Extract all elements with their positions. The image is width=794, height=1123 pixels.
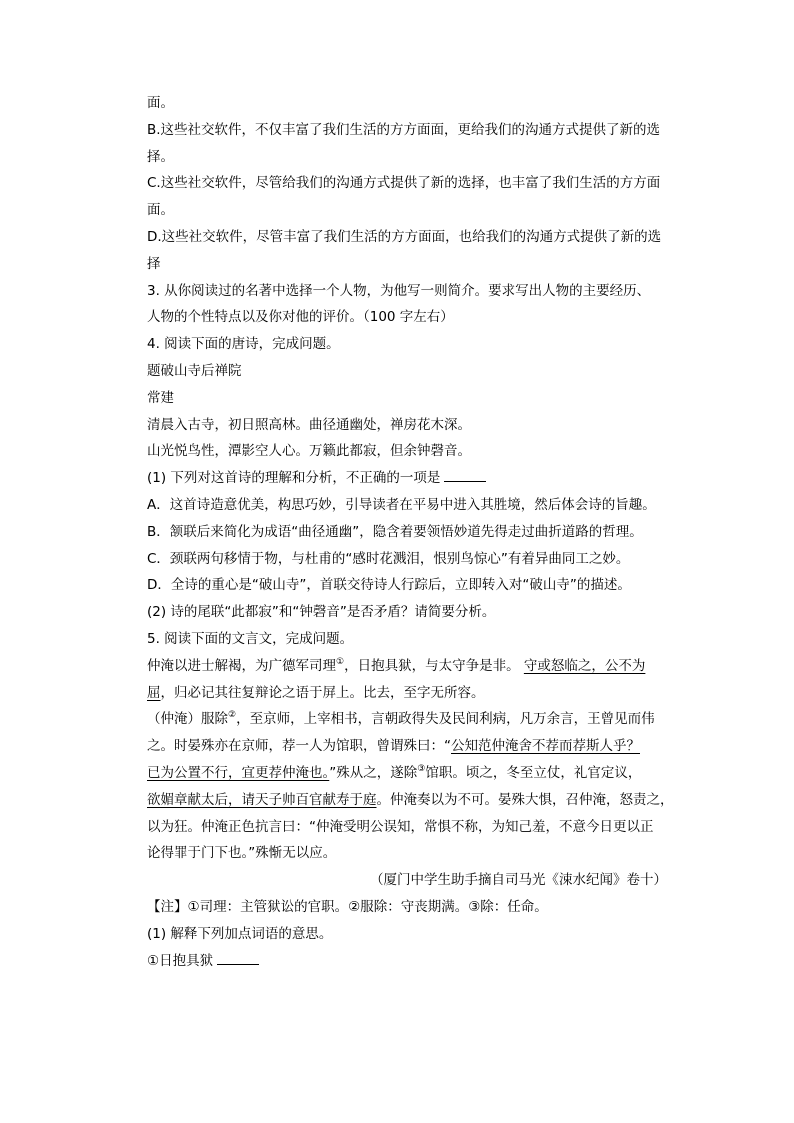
passage-text: ，归必记其往复辩论之语于屏上。比去，至字无所容。 bbox=[160, 684, 485, 701]
passage-text: （仲淹）服除 bbox=[147, 711, 228, 728]
passage-text: ，日抱具狱，与太守争是非。 bbox=[344, 657, 524, 674]
item-text: ①日抱具狱 bbox=[147, 952, 214, 969]
text-line: 面。 bbox=[147, 202, 174, 219]
footnotes-line: 【注】①司理：主管狱讼的官职。②服除：守丧期满。③除：任命。 bbox=[147, 898, 548, 915]
subquestion-text: (1) 下列对这首诗的理解和分析，不正确的一项是 bbox=[147, 470, 441, 487]
option-c-line: C．颈联两句移情于物，与杜甫的“感时花溅泪，恨别鸟惊心”有着异曲同工之妙。 bbox=[147, 550, 630, 567]
subquestion-line: (2) 诗的尾联“此都寂”和“钟磬音”是否矛盾？请简要分析。 bbox=[147, 604, 496, 621]
underlined-text: 欲媚章献太后，请天子帅百官献寿于庭 bbox=[147, 791, 377, 808]
underlined-text: 公知范仲淹舍不荐而荐斯人乎？ bbox=[451, 738, 640, 755]
passage-line: 以为狂。仲淹正色抗言曰：“仲淹受明公误知，常惧不称，为知己羞，不意今日更以正 bbox=[147, 818, 654, 835]
underlined-text: 屈 bbox=[147, 684, 161, 701]
question-3-line: 3. 从你阅读过的名著中选择一个人物，为他写一则简介。要求写出人物的主要经历、 bbox=[147, 282, 651, 299]
passage-text: 。仲淹奏以为不可。晏殊大惧，召仲淹，怒责之， bbox=[376, 791, 674, 808]
question-4-line: 4. 阅读下面的唐诗，完成问题。 bbox=[147, 336, 340, 353]
question-5-line: 5. 阅读下面的文言文，完成问题。 bbox=[147, 630, 354, 647]
text-line: 人物的个性特点以及你对他的评价。（100 字左右） bbox=[147, 309, 454, 326]
passage-text: ”殊从之，遂除 bbox=[329, 764, 418, 781]
passage-text: ，至京师，上宰相书，言朝政得失及民间利病，凡万余言，王曾见而伟 bbox=[236, 711, 655, 728]
passage-text: 馆职。顷之，冬至立仗，礼官定议， bbox=[425, 764, 642, 781]
passage-line bbox=[147, 706, 687, 733]
poem-title: 题破山寺后禅院 bbox=[147, 362, 242, 379]
passage-line: 论得罪于门下也。”殊惭无以应。 bbox=[147, 845, 337, 862]
footnote-marker: ③ bbox=[417, 763, 426, 774]
passage-line bbox=[147, 680, 687, 707]
passage-line bbox=[147, 733, 687, 760]
passage-line bbox=[147, 787, 687, 814]
poem-line: 清晨入古寺，初日照高林。曲径通幽处，禅房花木深。 bbox=[147, 416, 471, 433]
text-line: 择 bbox=[147, 255, 161, 272]
option-d-line: D．全诗的重心是“破山寺”，首联交待诗人行踪后，立即转入对“破山寺”的描述。 bbox=[147, 577, 631, 594]
subquestion-item bbox=[147, 948, 687, 975]
footnote-marker: ② bbox=[228, 710, 237, 721]
passage-text: 之。时晏殊亦在京师，荐一人为馆职，曾谓殊曰：“ bbox=[147, 738, 451, 755]
footnote-marker: ① bbox=[336, 656, 345, 667]
option-d-line: D.这些社交软件，尽管丰富了我们生活的方方面面，也给我们的沟通方式提供了新的选 bbox=[147, 228, 662, 245]
text-line: 择。 bbox=[147, 148, 174, 165]
passage-line bbox=[147, 760, 687, 787]
subquestion-line bbox=[147, 465, 687, 492]
text-line: 面。 bbox=[147, 95, 174, 111]
option-b-line: B．颔联后来简化为成语“曲径通幽”，隐含着要领悟妙道先得走过曲折道路的哲理。 bbox=[147, 523, 643, 540]
document-page bbox=[147, 90, 687, 974]
answer-blank[interactable] bbox=[217, 950, 259, 965]
underlined-text: 守或怒临之，公不为 bbox=[523, 657, 646, 674]
answer-blank[interactable] bbox=[444, 467, 486, 482]
passage-text: 仲淹以进士解褐，为广德军司理 bbox=[147, 657, 336, 674]
subquestion-line: (1) 解释下列加点词语的意思。 bbox=[147, 925, 333, 942]
option-a-line: A．这首诗造意优美，构思巧妙，引导读者在平易中进入其胜境，然后体会诗的旨趣。 bbox=[147, 496, 656, 513]
source-citation: （厦门中学生助手摘自司马光《涑水纪闻》卷十） bbox=[370, 872, 667, 889]
poem-line: 山光悦鸟性，潭影空人心。万籁此都寂，但余钟磬音。 bbox=[147, 443, 471, 460]
underlined-text: 已为公置不行，宜更荐仲淹也。 bbox=[147, 764, 330, 781]
poem-author: 常建 bbox=[147, 389, 174, 406]
passage-line bbox=[147, 653, 687, 680]
option-c-line: C.这些社交软件，尽管给我们的沟通方式提供了新的选择，也丰富了我们生活的方方面 bbox=[147, 175, 661, 192]
option-b-line: B.这些社交软件，不仅丰富了我们生活的方方面面，更给我们的沟通方式提供了新的选 bbox=[147, 121, 661, 138]
